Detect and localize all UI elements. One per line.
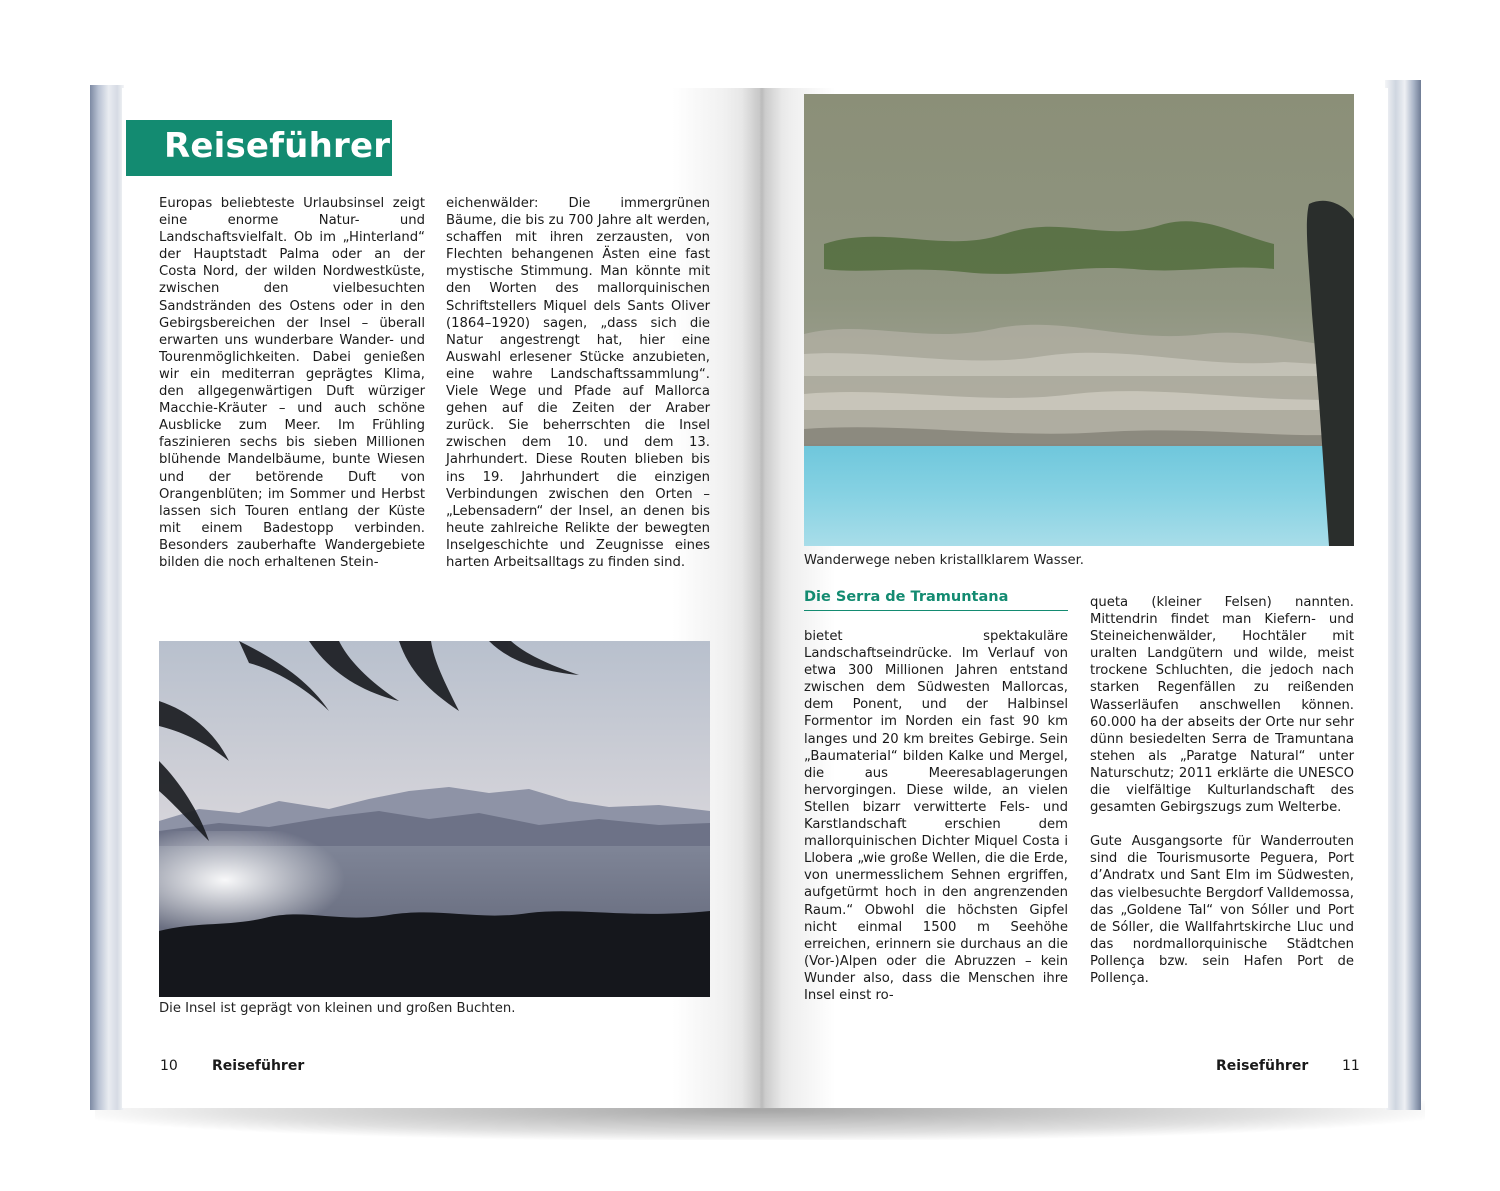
left-page-stack-edge bbox=[90, 85, 124, 1110]
right-column-1-text: bietet spektakuläre Landschaftseindrücke. Im Verlauf von etwa 300 Millionen Jahren entstand zwischen dem Südwesten Mallorcas, dem Ponent, und der Halbinsel Formentor im Norden ein fast 90 km langes und 20 km breites Gebirge. Sein „Baumaterial“ bilden Kalke und Mergel, die aus Meeresablagerungen hervorgingen. Diese wilde, an vielen Stellen bizarr verwitterte Fels- und Karstlandschaft erschien dem mallorquinischen Dichter Miquel Costa i Llobera „wie große Wellen, die die Erde, von unermesslichem Sehnen ergriffen, aufgetürmt hoch in den angrenzenden Raum.“ Obwohl die höchsten Gipfel nicht einmal 1500 m Seehöhe erreichen, erinnern sie durchaus an die (Vor-)Alpen oder die Abruzzen – kein Wunder also, dass die Menschen ihre Insel einst ro- bbox=[804, 629, 1068, 1003]
coast-photo bbox=[804, 94, 1354, 546]
left-running-head: Reiseführer bbox=[212, 1058, 305, 1074]
left-page bbox=[122, 88, 762, 1108]
right-page bbox=[760, 88, 1388, 1108]
right-column-2 bbox=[1090, 594, 1354, 987]
right-photo-caption: Wanderwege neben kristallklarem Wasser. bbox=[804, 553, 1084, 568]
right-page-stack-edge bbox=[1385, 80, 1421, 1110]
section-heading: Die Serra de Tramuntana bbox=[804, 589, 1009, 605]
chapter-heading-box bbox=[126, 120, 392, 176]
left-column-2-text: eichenwälder: Die immergrünen Bäume, die bis zu 700 Jahre alt werden, schaffen mit ihren zerzausten, von Flechten behangenen Ästen eine fast mystische Stimmung. Man könnte mit den Worten des mallorquinischen Schriftstellers Miquel dels Sants Oliver (1864–1920) sagen, „dass sich die Natur angestrengt hat, hier eine Auswahl erlesener Stücke anzubieten, eine wahre Landschaftssammlung“. Viele Wege und Pfade auf Mallorca gehen auf die Zeiten der Araber zurück. Sie beherrschten die Insel zwischen dem 10. und dem 13. Jahrhundert. Diese Routen blieben bis ins 19. Jahrhundert die einzigen Verbindungen zwischen den Orten – „Lebensadern“ der Insel, an denen bis heute zahlreiche Relikte der bewegten Inselgeschichte und Zeugnisse eines harten Arbeitsalltags zu finden sind. bbox=[446, 196, 710, 570]
left-photo-caption: Die Insel ist geprägt von kleinen und großen Buchten. bbox=[159, 1001, 516, 1016]
chapter-heading: Reiseführer bbox=[164, 126, 391, 166]
bay-sunset-photo bbox=[159, 641, 710, 997]
right-column-1 bbox=[804, 628, 1068, 1004]
right-column-2-paragraph-2: Gute Ausgangsorte für Wanderrouten sind die Tourismusorte Peguera, Port d’Andratx und Sant Elm im Südwesten, das vielbesuchte Bergdorf Valldemossa, das „Goldene Tal“ von Sóller und Port de Sóller, die Wallfahrtskirche Lluc und das nordmallorquinische Städtchen Pollença bzw. sein Hafen Port de Pollença. bbox=[1090, 834, 1354, 986]
section-heading-block bbox=[804, 588, 1068, 611]
left-column-1 bbox=[159, 195, 425, 571]
right-page-number: 11 bbox=[1342, 1058, 1360, 1074]
left-column-1-text: Europas beliebteste Urlaubsinsel zeigt eine enorme Natur- und Landschaftsvielfalt. Ob im „Hinterland“ der Hauptstadt Palma oder an der Costa Nord, der wilden Nordwestküste, zwischen den vielbesuchten Sandstränden des Ostens oder in den Gebirgsbereichen der Insel – überall erwarten uns wunderbare Wander- und Tourenmöglichkeiten. Dabei genießen wir ein mediterran geprägtes Klima, den allgegenwärtigen Duft würziger Macchie-Kräuter – und auch schöne Ausblicke zum Meer. Im Frühling faszinieren sechs bis sieben Millionen blühende Mandelbäume, bunte Wiesen und der betörende Duft von Orangenblüten; im Sommer und Herbst lassen sich Touren entlang der Küste mit einem Badestopp verbinden. Besonders zauberhafte Wandergebiete bilden die noch erhaltenen Stein- bbox=[159, 196, 425, 570]
left-page-number: 10 bbox=[160, 1058, 178, 1074]
right-column-2-paragraph-1: queta (kleiner Felsen) nannten. Mittendrin findet man Kiefern- und Steineichenwälder, Hochtäler mit uralten Landgütern und wilde, meist trockene Schluchten, die jedoch nach starken Regenfällen zu reißenden Wasserläufen anschwellen können. 60.000 ha der abseits der Orte nur sehr dünn besiedelten Serra de Tramuntana stehen als „Paratge Natural“ unter Naturschutz; 2011 erklärte die UNESCO die vielfältige Kulturlandschaft des gesamten Gebirgszugs zum Welterbe. bbox=[1090, 595, 1354, 816]
right-running-head: Reiseführer bbox=[1216, 1058, 1309, 1074]
bay-sunset-illustration bbox=[159, 641, 710, 997]
coast-illustration bbox=[804, 94, 1354, 546]
book-gutter bbox=[742, 88, 782, 1108]
left-column-2 bbox=[446, 195, 710, 571]
